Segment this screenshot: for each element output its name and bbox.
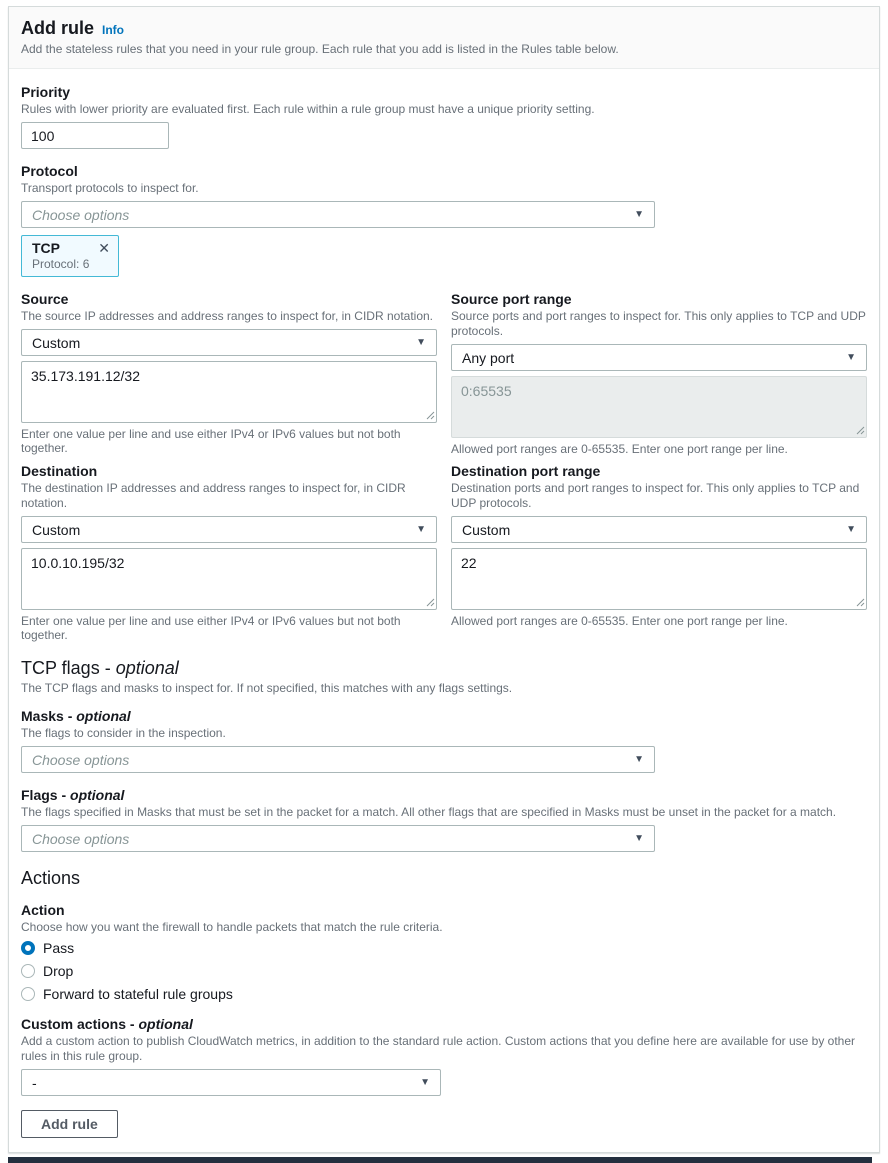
custom-actions-description: Add a custom action to publish CloudWatch metrics, in addition to the standard rule action. Custom actions that you define here are available for use by other rules in this rule group. — [21, 1034, 856, 1063]
source-port-hint: Allowed port ranges are 0-65535. Enter one port range per line. — [451, 442, 788, 456]
resize-handle-icon[interactable] — [856, 598, 865, 607]
panel-header — [9, 7, 879, 69]
priority-label: Priority — [21, 84, 71, 100]
custom-actions-field — [21, 1015, 867, 1096]
flags-select-placeholder: Choose options — [32, 830, 130, 847]
flags-label: Flags - optional — [21, 787, 125, 803]
source-textarea[interactable] — [21, 361, 437, 423]
radio-label: Drop — [43, 963, 74, 979]
radio-label: Forward to stateful rule groups — [43, 986, 233, 1002]
masks-select[interactable] — [21, 746, 655, 773]
action-description: Choose how you want the firewall to handle packets that match the rule criteria. — [21, 920, 443, 934]
close-icon[interactable]: ✕ — [98, 240, 110, 256]
source-description: The source IP addresses and address ranges to inspect for, in CIDR notation. — [21, 309, 434, 323]
chevron-down-icon: ▼ — [416, 523, 426, 535]
radio-icon[interactable] — [21, 964, 35, 978]
radio-option-pass[interactable] — [21, 940, 867, 956]
protocol-select[interactable] — [21, 201, 655, 228]
resize-handle-icon — [856, 426, 865, 435]
protocol-description: Transport protocols to inspect for. — [21, 181, 199, 195]
protocol-select-placeholder: Choose options — [32, 206, 130, 223]
source-port-textarea — [451, 376, 867, 438]
resize-handle-icon[interactable] — [426, 598, 435, 607]
chevron-down-icon: ▼ — [416, 336, 426, 348]
page-title: Add rule — [21, 18, 95, 38]
chevron-down-icon: ▼ — [634, 832, 644, 844]
flags-field — [21, 786, 867, 852]
destination-port-select[interactable] — [451, 516, 867, 543]
info-link[interactable]: Info — [102, 23, 125, 37]
chevron-down-icon: ▼ — [846, 523, 856, 535]
protocol-label: Protocol — [21, 163, 78, 179]
destination-description: The destination IP addresses and address ranges to inspect for, in CIDR notation. — [21, 481, 406, 510]
source-port-field — [451, 290, 867, 456]
masks-label: Masks - optional — [21, 708, 131, 724]
radio-icon[interactable] — [21, 941, 35, 955]
protocol-token-tcp — [21, 235, 119, 277]
action-label: Action — [21, 902, 65, 918]
destination-textarea[interactable] — [21, 548, 437, 610]
radio-label: Pass — [43, 940, 75, 956]
panel-description: Add the stateless rules that you need in your rule group. Each rule that you add is listed in the Rules table below. — [21, 42, 619, 56]
flags-description: The flags specified in Masks that must be set in the packet for a match. All other flags that are specified in Masks must be unset in the packet for a match. — [21, 805, 837, 819]
source-port-label: Source port range — [451, 291, 572, 307]
destination-port-hint: Allowed port ranges are 0-65535. Enter one port range per line. — [451, 614, 788, 628]
destination-port-label: Destination port range — [451, 463, 601, 479]
radio-option-drop[interactable] — [21, 963, 867, 979]
token-detail: Protocol: 6 — [32, 257, 90, 271]
chevron-down-icon: ▼ — [846, 351, 856, 363]
add-rule-panel — [8, 6, 880, 1153]
priority-field — [21, 83, 867, 149]
tcp-flags-section-description: The TCP flags and masks to inspect for. If not specified, this matches with any flags settings. — [21, 681, 513, 695]
add-rule-button[interactable]: Add rule — [21, 1110, 118, 1138]
flags-select[interactable] — [21, 825, 655, 852]
action-field — [21, 901, 867, 1002]
source-port-description: Source ports and port ranges to inspect for. This only applies to TCP and UDP protocols. — [451, 309, 866, 338]
source-row — [21, 290, 867, 456]
masks-select-placeholder: Choose options — [32, 751, 130, 768]
priority-description: Rules with lower priority are evaluated first. Each rule within a rule group must have a unique priority setting. — [21, 102, 595, 116]
custom-actions-label: Custom actions - optional — [21, 1016, 193, 1032]
tcp-flags-section-heading: TCP flags - optional — [21, 658, 179, 678]
source-port-select[interactable] — [451, 344, 867, 371]
source-port-select-value: Any port — [462, 349, 515, 366]
destination-field — [21, 462, 437, 642]
chevron-down-icon: ▼ — [420, 1076, 430, 1088]
chevron-down-icon: ▼ — [634, 208, 644, 220]
masks-field — [21, 707, 867, 773]
panel-body — [9, 69, 879, 1152]
source-label: Source — [21, 291, 69, 307]
chevron-down-icon: ▼ — [634, 753, 644, 765]
actions-section-heading: Actions — [21, 868, 81, 888]
protocol-field — [21, 162, 867, 277]
custom-actions-select-value: - — [32, 1074, 37, 1091]
next-section-edge — [8, 1157, 872, 1163]
token-label: TCP — [32, 240, 60, 256]
radio-option-forward[interactable] — [21, 986, 867, 1002]
custom-actions-select[interactable] — [21, 1069, 441, 1096]
source-select[interactable] — [21, 329, 437, 356]
source-field — [21, 290, 437, 456]
source-select-value: Custom — [32, 334, 81, 351]
destination-select-value: Custom — [32, 521, 81, 538]
destination-port-field — [451, 462, 867, 642]
resize-handle-icon[interactable] — [426, 411, 435, 420]
destination-row — [21, 462, 867, 642]
destination-port-description: Destination ports and port ranges to inspect for. This only applies to TCP and UDP protocols. — [451, 481, 860, 510]
destination-hint: Enter one value per line and use either IPv4 or IPv6 values but not both together. — [21, 614, 401, 642]
masks-description: The flags to consider in the inspection. — [21, 726, 226, 740]
destination-select[interactable] — [21, 516, 437, 543]
priority-input[interactable] — [21, 122, 169, 149]
destination-label: Destination — [21, 463, 98, 479]
source-hint: Enter one value per line and use either IPv4 or IPv6 values but not both together. — [21, 427, 401, 455]
radio-icon[interactable] — [21, 987, 35, 1001]
destination-port-select-value: Custom — [462, 521, 511, 538]
destination-port-textarea[interactable] — [451, 548, 867, 610]
